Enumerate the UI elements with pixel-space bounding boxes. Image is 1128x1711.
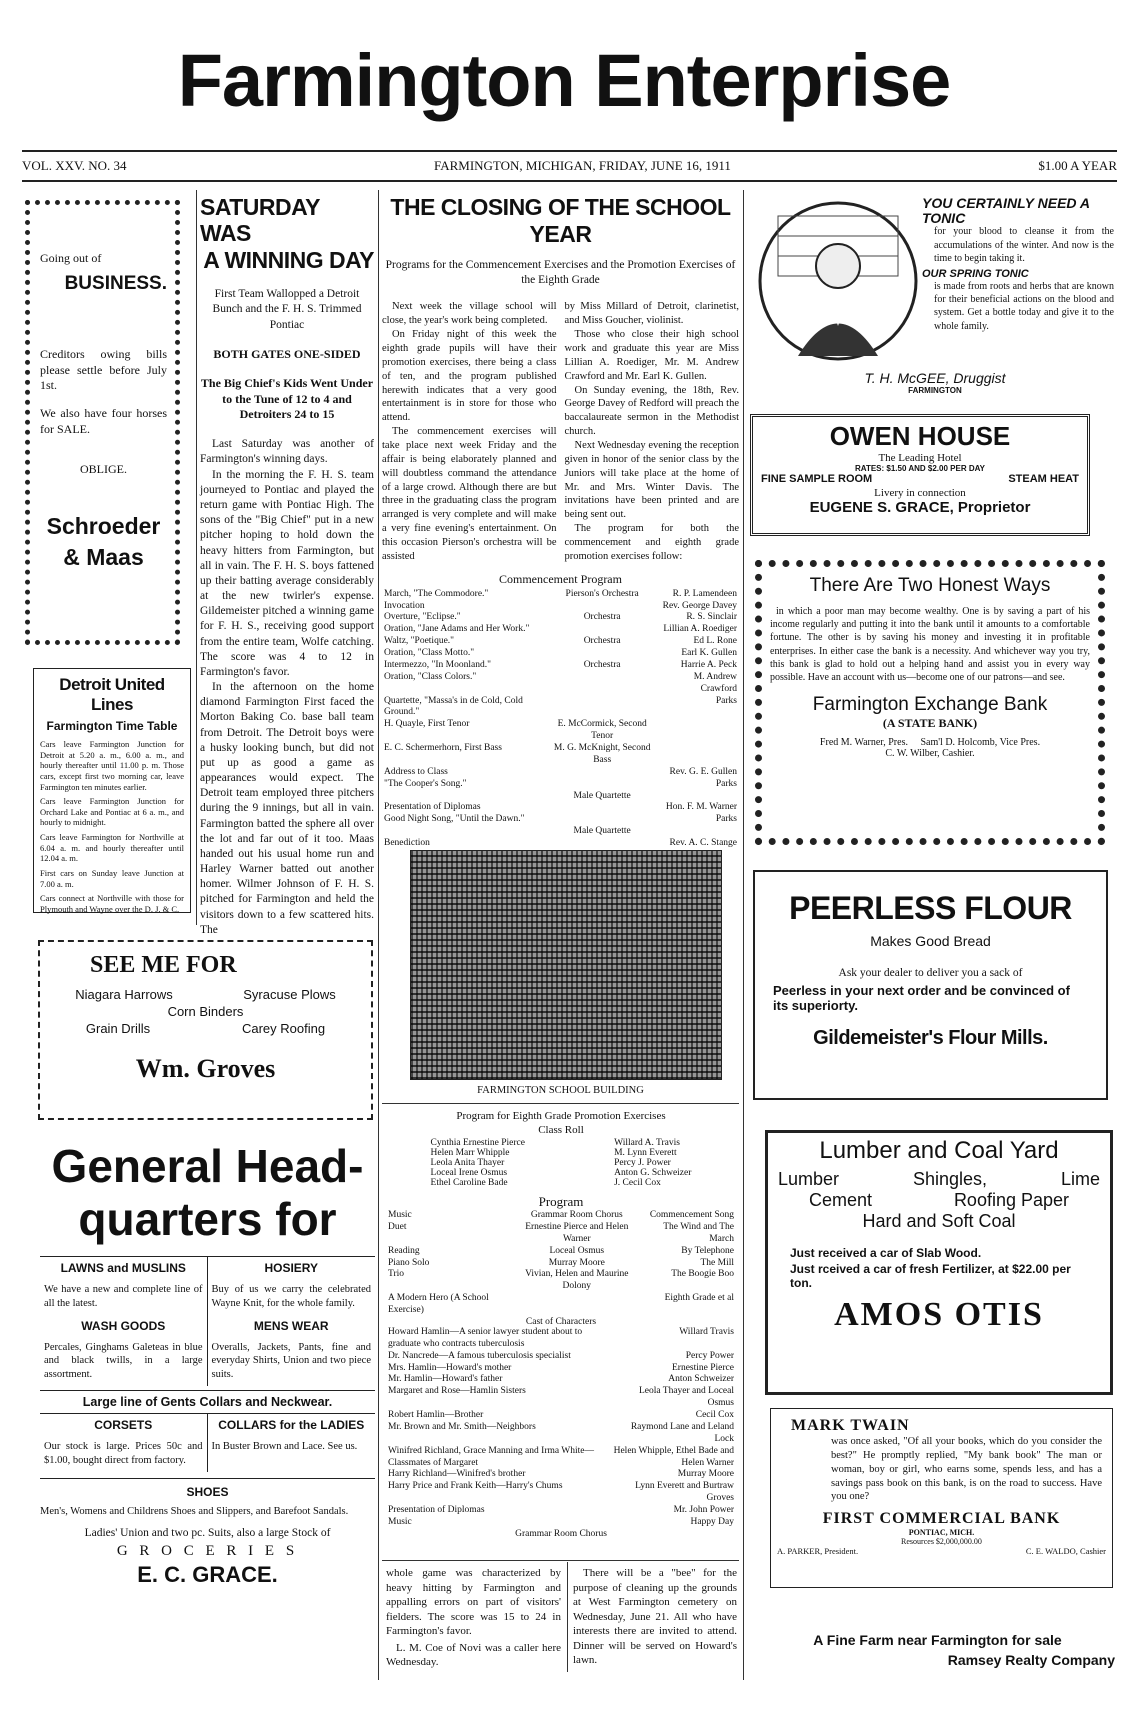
collars-text: In Buster Brown and Lace. See us.	[211, 1441, 358, 1453]
class-roll-name: Leola Anita Thayer	[430, 1158, 505, 1168]
program-cell: Percy Power	[685, 1350, 734, 1361]
program-cell: Raymond Lane and Leland Lock	[630, 1421, 734, 1444]
program-cell: Orchestra	[583, 659, 621, 670]
program-cell: Rev. George Davey	[662, 600, 737, 611]
coe-note: L. M. Coe of Novi was a caller here Wednesday.	[386, 1641, 561, 1669]
saturday-head1: SATURDAY WAS	[200, 194, 320, 247]
corsets-head: CORSETS	[94, 1418, 153, 1433]
program-cell: Cecil Cox	[695, 1410, 734, 1420]
program-cell: Music	[388, 1516, 412, 1527]
program-cell: Murray Moore	[548, 1257, 605, 1268]
program-row	[382, 648, 739, 660]
program-row	[386, 1258, 736, 1270]
program-cell: Hon. F. M. Warner	[665, 802, 737, 813]
program-cell: R. S. Sinclair	[686, 612, 737, 623]
bee-text: There will be a "bee" for the purpose of cleaning up the grounds at West Farmington cemetery on Wednesday, June 21. All who have interests there are invited to attend. Dinner will be served on Howard's lawn.	[573, 1567, 737, 1667]
commencement-title: Commencement Program	[499, 571, 622, 586]
program-cell: R. P. Lamendeen	[672, 588, 737, 599]
program-cell: Intermezzo, "In Moonland."	[384, 659, 491, 670]
saturday-p1: Last Saturday was another of Farmington's winning days.	[200, 438, 374, 466]
program-cell: Eighth Grade et al	[664, 1293, 734, 1304]
wash-text: Percales, Ginghams Galeteas in blue and black twills, in a large assortment.	[44, 1341, 203, 1381]
program-cell: Commencement Song	[649, 1210, 734, 1220]
program-cell	[658, 743, 739, 767]
program-cell: Waltz, "Poetique."	[384, 636, 455, 647]
program-cell: Vivian, Helen and Maurine Dolony	[525, 1269, 629, 1292]
lumber-p1: Just received a car of Slab Wood.	[790, 1246, 982, 1260]
program-cell: The Wind and The March	[663, 1221, 734, 1244]
lawns-text: We have a new and complete line of all the latest.	[44, 1283, 203, 1309]
lawns-head: LAWNS and MUSLINS	[60, 1260, 186, 1275]
masthead-rule-top	[22, 150, 1117, 152]
program-cell	[546, 672, 658, 696]
program-row	[386, 1210, 736, 1222]
program-cell: By Telephone	[681, 1245, 734, 1256]
dul-p3: Cars leave Farmington for Northville at 6.04 a. m. and hourly thereafter until 12.04 a. m.	[40, 832, 184, 864]
saturday-cont: whole game was characterized by heavy hitting by Farmington and appalling errors on part of visitors' fielders. The score was 15 to 24 in Farmington's favor.	[386, 1567, 561, 1638]
saturday-continued	[386, 1566, 561, 1670]
program-cell: The Boogie Boo	[671, 1269, 734, 1280]
closing-article	[382, 194, 739, 850]
program-cell	[546, 601, 658, 613]
groves-item-binders: Corn Binders	[167, 1004, 244, 1019]
program-cell	[382, 826, 546, 838]
farm-for-sale-line1: A Fine Farm near Farmington for sale	[813, 1632, 1062, 1648]
program-cell: Margaret and Rose—Hamlin Sisters	[388, 1386, 526, 1397]
program-cell: Harry Price and Frank Keith—Harry's Chums	[388, 1481, 563, 1492]
dul-p5: Cars connect at Northville with those for Plymouth and Wayne over the D. J. & C.	[40, 893, 184, 914]
program-cell: Lillian A. Roediger	[663, 624, 737, 635]
program-cell: Parks	[715, 814, 737, 825]
program-row	[386, 1246, 736, 1258]
class-roll-name: J. Cecil Cox	[614, 1178, 661, 1188]
program-row	[382, 791, 739, 803]
program-cell: Mr. Brown and Mr. Smith—Neighbors	[388, 1421, 536, 1432]
program-row	[382, 660, 739, 672]
saturday-deck2: BOTH GATES ONE-SIDED	[213, 346, 361, 361]
mcgee-t1: for your blood to cleanse it from the accumulations of the winter. And now is the time to begin taking it.	[934, 226, 1114, 264]
program-cell: Parks	[715, 695, 737, 706]
saturday-p2: In the morning the F. H. S. team journeyed to Pontiac and played the return game with Pontiac High. The sons of the "Big Chief" put in a new pitcher hoping to hold down the heavy hitters from Farmington, but all in vain. The F. H. S. boys fattened up their batting average considerably at the new twirler's expense. Gildemeister pitched a winning game for F. H. S., receiving good support from the entire team, Wolfe catching. The score was 4 to 12 in Farmington's favor.	[200, 468, 374, 678]
owen-sample-room: FINE SAMPLE ROOM	[761, 473, 873, 485]
cast-title: Cast of Characters	[525, 1316, 597, 1327]
closing-p5: Those who close their high school work and graduate this year are Miss Lillian A. Roediger, Mr. M. Andrew Crawford and Mr. Earl K. Gullen.	[564, 329, 739, 382]
class-roll-name: Cynthia Ernestine Pierce	[430, 1138, 525, 1148]
closing-p2: On Friday night of this week the eighth grade pupils will have their promotion exercises, there being a class of ten, and the program published herewith indicates that a very good entertainment is in store for those who attend.	[382, 329, 557, 424]
dul-timetable	[33, 668, 191, 913]
program-cell: Ed L. Rone	[693, 636, 737, 647]
bank-officers2: C. W. Wilber, Cashier.	[885, 748, 975, 760]
twain-text: was once asked, "Of all your books, which do you consider the best?" He promptly replied, "My bank book" The man or woman, boy or girl, who earns some, spends less, and has a savings pass book on this bank, is on the road to success. Have you one?	[831, 1436, 1102, 1503]
program-cell: Quartette, "Massa's in de Cold, Cold Ground."	[384, 695, 523, 718]
program-cell	[546, 767, 658, 779]
program-cell: Winifred Richland, Grace Manning and Irma White—Classmates of Margaret	[388, 1445, 594, 1468]
maas-name: & Maas	[63, 543, 144, 570]
program-cell	[546, 838, 658, 850]
lumber-item-coal: Hard and Soft Coal	[862, 1211, 1016, 1231]
section-rule	[382, 1560, 739, 1561]
shoes-head: SHOES	[186, 1484, 229, 1499]
eighth-grade-program	[386, 1110, 736, 1539]
groves-head: SEE ME FOR	[90, 952, 237, 978]
closing-p6: On Sunday evening, the 18th, Rev. George Davey of Redford will preach the baccalaureate sermon in the Methodist church.	[564, 384, 739, 438]
program-cell	[546, 624, 658, 636]
program-cell: Helen Whipple, Ethel Bade and Helen Warner	[613, 1445, 734, 1468]
flour-l1: Ask your dealer to deliver you a sack of	[838, 967, 1023, 979]
farm-for-sale-line2: Ramsey Realty Company	[947, 1652, 1115, 1668]
program-row	[386, 1374, 736, 1386]
program-cell: March, "The Commodore."	[384, 588, 489, 599]
groves-item-harrows: Niagara Harrows	[75, 987, 173, 1002]
grace-head1: General Head-	[51, 1140, 364, 1192]
owen-name: OWEN HOUSE	[829, 421, 1011, 451]
masthead-rule-bottom	[22, 180, 1117, 182]
corsets-text: Our stock is large. Prices 50c and $1.00, bought direct from factory.	[44, 1441, 203, 1466]
program-cell: Mrs. Hamlin—Howard's mother	[388, 1362, 512, 1373]
class-roll-name: Ethel Caroline Bade	[430, 1178, 508, 1188]
groves-item-drills: Grain Drills	[85, 1021, 151, 1036]
bank-head: There Are Two Honest Ways	[809, 575, 1051, 596]
groves-name: Wm. Groves	[135, 1054, 276, 1083]
lumber-item-lumber: Lumber	[778, 1169, 840, 1189]
program-cell: Ernestine Pierce	[672, 1362, 734, 1373]
groves-ad	[38, 940, 373, 1120]
commercial-town: PONTIAC, MICH.	[908, 1528, 975, 1538]
grammar-chorus: Grammar Room Chorus	[515, 1528, 607, 1539]
cast-table	[386, 1327, 736, 1529]
saturday-head2: A WINNING DAY	[203, 246, 374, 273]
grace-name: E. C. GRACE.	[137, 1561, 278, 1587]
column-divider	[567, 1562, 568, 1672]
program-cell: Orchestra	[583, 612, 621, 623]
program-row	[386, 1327, 736, 1351]
horses-text: We also have four horses for SALE.	[40, 406, 167, 437]
dul-title: Detroit United Lines	[59, 675, 165, 714]
program-cell	[658, 791, 739, 803]
program-row	[382, 802, 739, 814]
program-cell: Mr. Hamlin—Howard's father	[388, 1374, 503, 1385]
program-cell: Orchestra	[583, 636, 621, 647]
closing-deck: Programs for the Commencement Exercises and the Promotion Exercises of the Eighth Grade	[385, 259, 736, 287]
lumber-head: Lumber and Coal Yard	[819, 1137, 1059, 1164]
program-cell: Trio	[388, 1269, 405, 1280]
creditors-text: Creditors owing bills please settle before July 1st.	[40, 346, 167, 393]
flour-l2: Peerless in your next order and be convinced of its superiorty.	[773, 983, 1070, 1013]
bank-officers1: Fred M. Warner, Pres. Sam'l D. Holcomb, Vice Pres.	[819, 737, 1041, 749]
flour-sub: Makes Good Bread	[870, 933, 991, 949]
flour-head: PEERLESS FLOUR	[789, 890, 1072, 926]
mens-text: Overalls, Jackets, Pants, fine and everyday Shirts, Union and two piece suits.	[211, 1341, 371, 1381]
class-roll-name: Anton G. Schweizer	[614, 1168, 692, 1178]
program-row	[382, 767, 739, 779]
closing-head: THE CLOSING OF THE SCHOOL YEAR	[390, 194, 731, 247]
commercial-bank-ad	[770, 1408, 1113, 1588]
school-building-photo	[410, 850, 722, 1080]
program-cell: Robert Hamlin—Brother	[388, 1410, 484, 1420]
commercial-president: A. PARKER, President.	[777, 1546, 859, 1557]
program-cell: Howard Hamlin—A senior lawyer student about to graduate who contracts tuberculosis	[388, 1326, 583, 1349]
program-cell: Dr. Nancrede—A famous tuberculosis specialist	[388, 1350, 571, 1361]
program-row	[386, 1446, 736, 1470]
flour-mill: Gildemeister's Flour Mills.	[813, 1027, 1048, 1049]
grace-ad	[40, 1140, 375, 1588]
commercial-resources: Resources $2,000,000.00	[901, 1537, 982, 1547]
closing-p7: Next Wednesday evening the reception given in honor of the senior class by the Juniors will take place at the home of Mr. and Mrs. Winter Davis. The invitations have been printed and are being sent out.	[564, 439, 739, 521]
program-row	[386, 1386, 736, 1410]
program-cell: Mr. John Power	[673, 1505, 734, 1515]
program-row	[382, 814, 739, 826]
program-cell: Pierson's Orchestra	[565, 588, 639, 599]
class-roll-title: Class Roll	[538, 1124, 584, 1136]
commencement-program	[382, 589, 739, 850]
schroeder-name: Schroeder	[46, 512, 161, 539]
program-cell: Benediction	[384, 838, 430, 849]
program-cell: Address to Class	[384, 766, 448, 777]
program-cell: A Modern Hero (A School Exercise)	[388, 1293, 489, 1315]
class-roll-name: Percy J. Power	[614, 1158, 671, 1168]
program-cell	[658, 719, 739, 743]
program-cell: Invocation	[384, 600, 425, 611]
gents-collars: Large line of Gents Collars and Neckwear.	[40, 1390, 375, 1414]
program-cell: M. G. McKnight, Second Bass	[553, 743, 651, 765]
program-row	[386, 1293, 736, 1317]
program-cell: H. Quayle, First Tenor	[384, 719, 470, 730]
program-cell: Presentation of Diplomas	[388, 1505, 485, 1515]
program-cell: Oration, "Class Colors."	[384, 671, 477, 682]
program-cell: E. C. Schermerhorn, First Bass	[384, 743, 502, 754]
volume: VOL. XXV. NO. 34	[22, 158, 127, 173]
bank-name: Farmington Exchange Bank	[812, 694, 1048, 716]
program-cell	[546, 779, 658, 791]
dul-p1: Cars leave Farmington Junction for Detroit at 5.20 a. m., 6.00 a. m., and hourly thereafter until 11.00 p. m. Those cars, except first two morning car, leave Farmington ten minutes earlier.	[40, 739, 184, 792]
groceries: G R O C E R I E S	[116, 1542, 299, 1559]
program-cell	[658, 826, 739, 838]
lumber-item-roofing: Roofing Paper	[953, 1190, 1070, 1210]
program-cell: Leola Thayer and Loceal Osmus	[638, 1386, 734, 1409]
program-cell: Ernestine Pierce and Helen Warner	[525, 1221, 629, 1244]
hosiery-head: HOSIERY	[264, 1260, 319, 1275]
program-cell: Harry Richland—Winifred's brother	[388, 1469, 526, 1480]
dul-p2: Cars leave Farmington Junction for Orchard Lake and Pontiac at 6 a. m., and hourly to midnight.	[40, 796, 184, 828]
program-row	[382, 612, 739, 624]
column-divider	[196, 190, 197, 925]
mcgee-town: FARMINGTON	[908, 386, 962, 395]
program-row	[386, 1269, 736, 1293]
column-divider	[378, 190, 379, 1680]
program-cell: Piano Solo	[388, 1257, 430, 1268]
program-row	[382, 696, 739, 720]
going-out: Going out of	[40, 251, 102, 265]
eighth-title: Program for Eighth Grade Promotion Exercises	[456, 1110, 666, 1122]
program-row	[386, 1505, 736, 1517]
mcgee-ad	[750, 190, 1120, 405]
program-cell: Duet	[388, 1221, 407, 1232]
commercial-cashier: C. E. WALDO, Cashier	[1025, 1546, 1106, 1557]
program-row	[386, 1363, 736, 1375]
mcgee-name: T. H. McGEE, Druggist	[864, 370, 1006, 386]
saturday-article	[200, 194, 374, 938]
program-row	[382, 779, 739, 791]
owen-sub: The Leading Hotel	[878, 452, 962, 464]
program-cell	[546, 648, 658, 660]
bank-text: in which a poor man may become wealthy. One is by saving a part of his income regularly and putting it into the bank until it amounts to a comfortable fortune. The other is by saving his money and investing it in profitable enterprises. In either case the bank is a necessity. And whichever way you try, this bank is glad to hold out a helping hand and assist you in every way possible. Have an account with us—become one of our patrons—and see.	[770, 606, 1090, 683]
saturday-deck1: First Team Wallopped a Detroit Bunch and the F. H. S. Trimmed Pontiac	[212, 288, 362, 331]
dul-subtitle: Farmington Time Table	[46, 719, 178, 733]
program-cell: Presentation of Diplomas	[384, 802, 481, 813]
program-cell	[382, 791, 546, 803]
program-cell: Happy Day	[690, 1516, 734, 1527]
class-roll-name: M. Lynn Everett	[614, 1148, 677, 1158]
program-row	[386, 1481, 736, 1505]
business-heading: BUSINESS.	[64, 272, 167, 294]
class-roll-name: Loceal Irene Osmus	[430, 1168, 508, 1178]
program-cell	[546, 802, 658, 814]
program-cell: Lynn Everett and Burtraw Groves	[635, 1481, 734, 1504]
schroeder-ad	[25, 200, 180, 645]
program-row	[382, 624, 739, 636]
program-cell: Loceal Osmus	[549, 1245, 605, 1256]
collars-head: COLLARS for the LADIES	[218, 1418, 365, 1433]
photo-caption: FARMINGTON SCHOOL BUILDING	[477, 1085, 644, 1096]
place-date: FARMINGTON, MICHIGAN, FRIDAY, JUNE 16, 1911	[433, 158, 731, 173]
dul-p4: First cars on Sunday leave Junction at 7.00 a. m.	[40, 867, 184, 889]
lumber-coal-ad	[765, 1130, 1113, 1395]
program-cell: Grammar Room Chorus	[530, 1210, 623, 1220]
shoes-text: Men's, Womens and Childrens Shoes and Slippers, and Barefoot Sandals.	[40, 1505, 349, 1517]
bee-notice	[573, 1566, 737, 1668]
program-cell: Reading	[388, 1245, 420, 1256]
exchange-bank-ad	[755, 560, 1105, 845]
program-row	[386, 1410, 736, 1422]
program-cell: Harrie A. Peck	[680, 659, 737, 670]
program-cell: "The Cooper's Song."	[384, 778, 467, 789]
program-cell	[546, 696, 658, 720]
price: $1.00 A YEAR	[1038, 158, 1117, 173]
closing-p1: Next week the village school will close, the year's work being completed.	[382, 301, 557, 327]
class-roll-name: Willard A. Travis	[614, 1138, 680, 1148]
wash-head: WASH GOODS	[81, 1318, 166, 1333]
owen-steam-heat: STEAM HEAT	[1008, 473, 1079, 485]
closing-p8: The program for both the commencement and eighth grade promotion exercises follow:	[564, 523, 739, 562]
lumber-item-shingles: Shingles,	[912, 1169, 988, 1189]
program-row	[382, 601, 739, 613]
owen-house-ad	[750, 414, 1090, 536]
closing-p4: by Miss Millard of Detroit, clarinetist, and Miss Goucher, violinist.	[564, 301, 739, 327]
mens-head: MENS WEAR	[253, 1318, 329, 1333]
saturday-p3: In the afternoon on the home diamond Farmington First faced the Morton Baking Co. base ball team from Detroit. The Detroit boys were a husky looking bunch, but did not put up as good a game as appearances would expect. The Detroit team employed three pitchers during the 9 innings, but all in vain. Farmington batted the sphere all over the lot and far out of it too. Maas handed out his usual home run and Harley Warner batted out another homer. Wilmer Johnson of F. H. S. pitched for Farmington and held the visitors down to a few scattered hits. The	[200, 681, 374, 936]
program-row	[382, 743, 739, 767]
program-cell: M. Andrew Crawford	[693, 671, 737, 694]
program-row	[382, 672, 739, 696]
program-row	[386, 1422, 736, 1446]
class-roll-right	[614, 1138, 691, 1188]
grace-head2: quarters for	[78, 1192, 337, 1245]
saturday-deck3: The Big Chief's Kids Went Under to the Tune of 12 to 4 and Detroiters 24 to 15	[200, 375, 374, 422]
lumber-p2: Just rceived a car of fresh Fertilizer, at $22.00 per ton.	[790, 1262, 1071, 1290]
owen-livery: Livery in connection	[874, 487, 966, 499]
program-cell: Male Quartette	[573, 790, 631, 801]
program-cell: Willard Travis	[679, 1326, 734, 1337]
program-cell: Murray Moore	[677, 1469, 734, 1480]
class-roll-name: Helen Marr Whipple	[430, 1148, 510, 1158]
lumber-item-cement: Cement	[808, 1190, 872, 1210]
union-suits: Ladies' Union and two pc. Suits, also a large Stock of	[84, 1526, 331, 1539]
program-cell: Oration, "Class Motto."	[384, 648, 475, 659]
owen-proprietor: EUGENE S. GRACE, Proprietor	[809, 499, 1031, 516]
groves-item-roofing: Carey Roofing	[241, 1021, 326, 1036]
program-cell: Earl K. Gullen	[681, 648, 737, 659]
oblige-text: OBLIGE.	[80, 461, 127, 476]
program-cell: Music	[388, 1210, 412, 1220]
mcgee-h1: YOU CERTAINLY NEED A TONIC	[922, 195, 1090, 226]
program-row	[382, 636, 739, 648]
mcgee-h2: OUR SPRING TONIC	[922, 267, 1029, 280]
program-cell: Good Night Song, "Until the Dawn."	[384, 814, 525, 825]
program-cell	[515, 1293, 640, 1317]
program-row	[386, 1351, 736, 1363]
dateline	[22, 158, 1117, 174]
program-row	[382, 826, 739, 838]
program-cell: Oration, "Jane Adams and Her Work."	[384, 624, 530, 635]
program-cell: Male Quartette	[573, 826, 631, 837]
program-row	[382, 719, 739, 743]
program-row	[386, 1469, 736, 1481]
program-cell: Rev. A. C. Stange	[669, 838, 737, 849]
commercial-bank-name: FIRST COMMERCIAL BANK	[822, 1510, 1061, 1528]
hosiery-text: Buy of us we carry the celebrated Wayne Knit, for the whole family.	[211, 1283, 371, 1309]
druggist-illustration-icon	[758, 196, 918, 366]
program-row	[382, 838, 739, 850]
peerless-flour-ad	[753, 870, 1108, 1100]
program-cell: The Mill	[700, 1257, 734, 1268]
program-cell: Anton Schweizer	[668, 1374, 734, 1385]
groves-item-plows: Syracuse Plows	[243, 987, 336, 1002]
masthead: Farmington Enterprise	[177, 39, 951, 122]
column-divider	[743, 190, 744, 1680]
bank-type: (A STATE BANK)	[882, 716, 978, 731]
owen-rates: RATES: $1.50 AND $2.00 PER DAY	[855, 464, 985, 473]
program-cell: Rev. G. E. Gullen	[669, 766, 737, 777]
twain-head: MARK TWAIN	[791, 1417, 910, 1434]
program-cell: Overture, "Eclipse."	[384, 612, 461, 623]
program-title: Program	[538, 1194, 584, 1209]
amos-otis: AMOS OTIS	[834, 1296, 1044, 1333]
program-cell	[546, 814, 658, 826]
class-roll-left	[431, 1138, 525, 1188]
closing-p3: The commencement exercises will take place next week Friday and the affair is being elaborately planned and will doubtless command the attendance of a large crowd. Although there are but three in the graduating class the program arranged is very complete and will make a very fine evening's entertainment. On this occasion Pierson's orchestra will be assisted	[382, 426, 557, 562]
program-cell: Parks	[715, 778, 737, 789]
mcgee-t2: is made from roots and herbs that are known for their beneficial actions on the blood and system. Get a bottle today and give it to the whole family.	[934, 280, 1114, 332]
program-row	[386, 1517, 736, 1529]
lumber-item-lime: Lime	[1060, 1169, 1100, 1189]
section-rule	[382, 1103, 739, 1104]
eighth-program-table	[386, 1210, 736, 1317]
program-row	[382, 589, 739, 601]
program-cell: E. McCormick, Second Tenor	[557, 719, 647, 742]
program-row	[386, 1222, 736, 1246]
